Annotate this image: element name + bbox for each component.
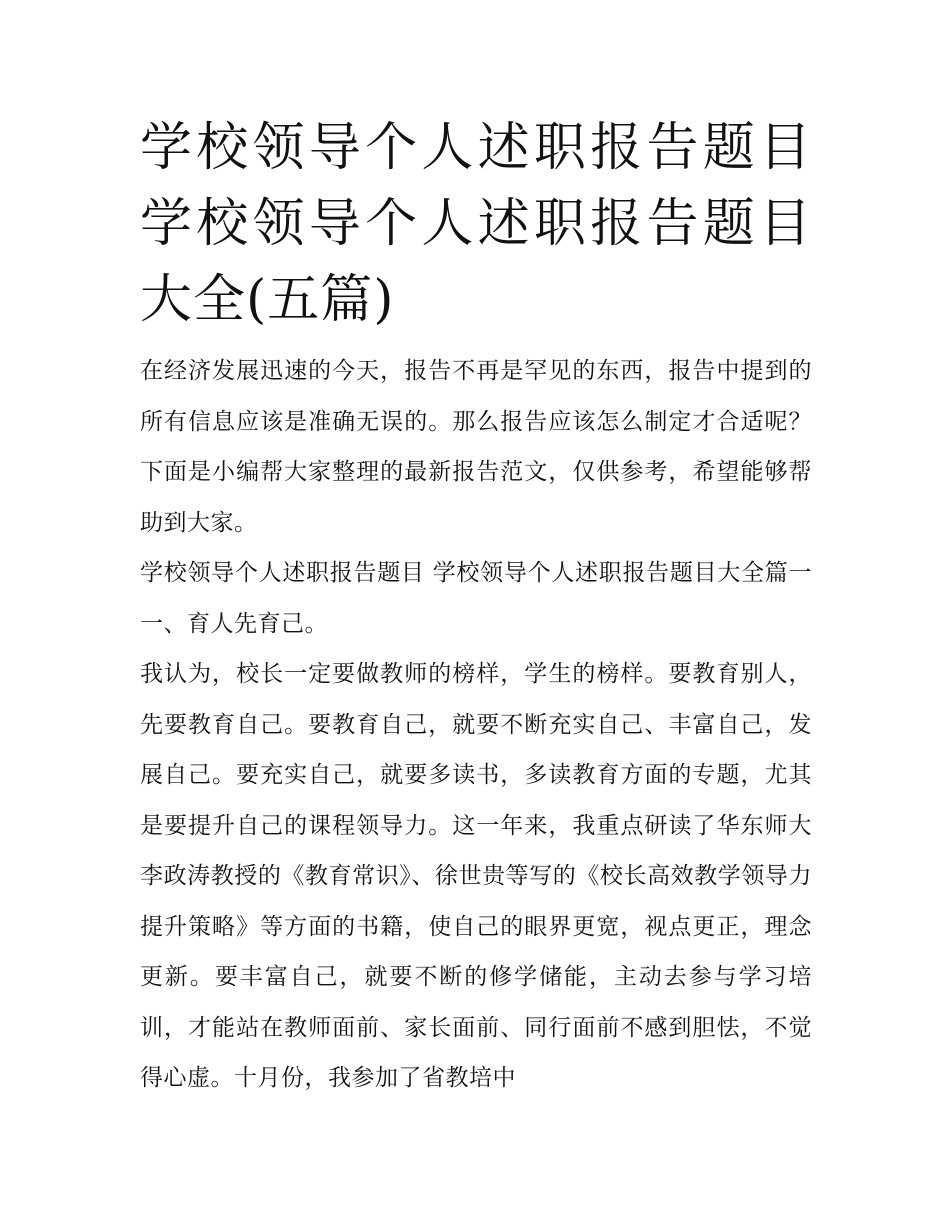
document-page	[140, 110, 812, 1104]
body-paragraph: 我认为，校长一定要做教师的榜样，学生的榜样。要教育别人，先要教育自己。要教育自己，就要不断充实自己、丰富自己，发展自己。要充实自己，就要多读书，多读教育方面的专题，尤其是要提升自己的课程领导力。这一年来，我重点研读了华东师大李政涛教授的《教育常识》、徐世贵等写的《校长高效教学领导力提升策略》等方面的书籍，使自己的眼界更宽，视点更正，理念更新。要丰富自己，就要不断的修学储能，主动去参与学习培训，才能站在教师面前、家长面前、同行面前不感到胆怯，不觉得心虚。十月份，我参加了省教培中	[140, 661, 812, 1091]
document-title: 学校领导个人述职报告题目 学校领导个人述职报告题目大全(五篇)	[140, 118, 812, 330]
document-body	[140, 346, 812, 1104]
intro-paragraph: 在经济发展迅速的今天，报告不再是罕见的东西，报告中提到的所有信息应该是准确无误的。那么报告应该怎么制定才合适呢？下面是小编帮大家整理的最新报告范文，仅供参考，希望能够帮助到大家。	[140, 358, 812, 536]
section-heading-paragraph: 学校领导个人述职报告题目 学校领导个人述职报告题目大全篇一 一、育人先育己。	[140, 560, 812, 637]
